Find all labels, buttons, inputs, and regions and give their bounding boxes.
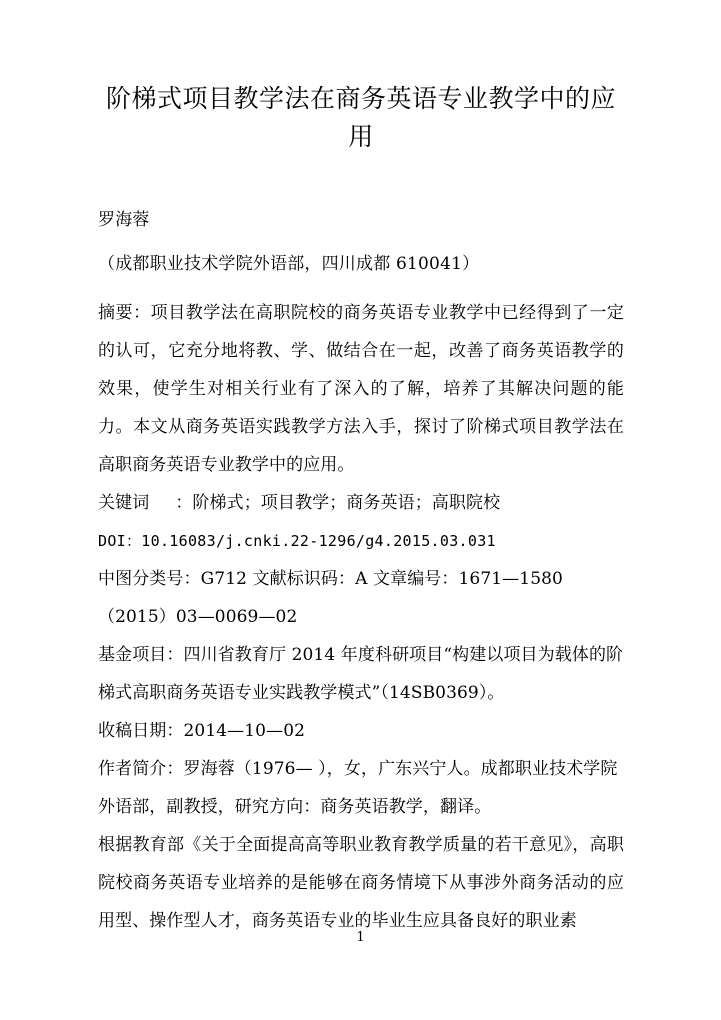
keywords-value: ：阶梯式；项目教学；商务英语；高职院校 bbox=[175, 493, 501, 513]
author-name: 罗海蓉 bbox=[98, 210, 150, 230]
page-title: 阶梯式项目教学法在商务英语专业教学中的应用 bbox=[105, 84, 616, 151]
fund-project-line: 基金项目：四川省教育厅 2014 年度科研项目“构建以项目为载体的阶梯式高职商务英语专业实践教学模式”（14SB0369）。 bbox=[98, 645, 624, 703]
document-content bbox=[98, 0, 624, 940]
page-number: 1 bbox=[356, 930, 365, 945]
body-paragraph: 根据教育部《关于全面提高高等职业教育教学质量的若干意见》，高职院校商务英语专业培养的是能够在商务情境下从事涉外商务活动的应用型、操作型人才，商务英语专业的毕业生应具备良好的职业素 bbox=[98, 835, 624, 931]
author-affiliation: （成都职业技术学院外语部，四川成都 610041） bbox=[98, 254, 480, 274]
doi-line: DOI：10.16083/j.cnki.22-1296/g4.2015.03.031 bbox=[98, 532, 496, 550]
classification-line: 中图分类号：G712 文献标识码：A 文章编号：1671—1580（2015）03—0069—02 bbox=[98, 569, 563, 627]
received-date-line: 收稿日期：2014—10—02 bbox=[98, 721, 306, 741]
abstract-paragraph: 摘要：项目教学法在高职院校的商务英语专业教学中已经得到了一定的认可，它充分地将教、学、做结合在一起，改善了商务英语教学的效果，使学生对相关行业有了深入的了解，培养了其解决问题的能力。本文从商务英语实践教学方法入手，探讨了阶梯式项目教学法在高职商务英语专业教学中的应用。 bbox=[98, 303, 624, 475]
keywords-label: 关键词 bbox=[98, 493, 150, 513]
author-bio-line: 作者简介：罗海蓉（1976— ），女，广东兴宁人。成都职业技术学院外语部，副教授，研究方向：商务英语教学，翻译。 bbox=[98, 759, 618, 817]
keywords-line bbox=[98, 484, 624, 522]
